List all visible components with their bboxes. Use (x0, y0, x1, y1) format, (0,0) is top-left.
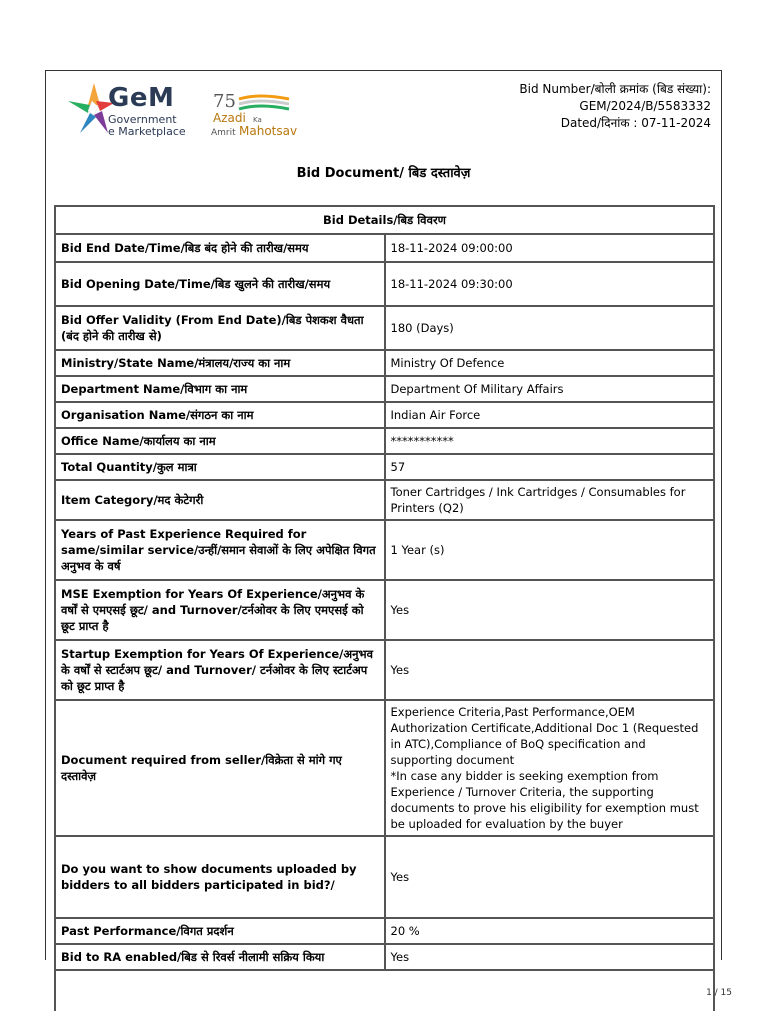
bid-number-label: Bid Number/बोली क्रमांक (बिड संख्या): (519, 82, 711, 96)
blank-cell (55, 970, 714, 1011)
table-row (55, 918, 714, 944)
table-row (55, 428, 714, 454)
bid-dated (519, 115, 711, 132)
gem-subtitle-marketplace: e Marketplace (108, 125, 186, 138)
row-key: Past Performance/विगत प्रदर्शन (55, 918, 385, 944)
bid-number-value: GEM/2024/B/5583332 (579, 99, 711, 113)
row-value: Toner Cartridges / Ink Cartridges / Consumables for Printers (Q2) (385, 480, 715, 520)
table-row (55, 836, 714, 918)
table-row (55, 262, 714, 306)
row-value: Experience Criteria,Past Performance,OEM Authorization Certificate,Additional Doc 1 (Requested in ATC),Compliance of BoQ specification and supporting document *In case any bidder is seeking exemption from Experience / Turnover Criteria, the supporting documents to prove his eligibility for exemption must be uploaded for evaluation by the buyer (385, 700, 715, 836)
section-header-cell: Bid Details/बिड विवरण (55, 206, 714, 234)
row-key: Bid Offer Validity (From End Date)/बिड पेशकश वैधता (बंद होने की तारीख से) (55, 306, 385, 350)
table-row (55, 480, 714, 520)
row-value: Yes (385, 944, 715, 970)
table-row (55, 454, 714, 480)
azadi-ka-amrit-mahotsav-logo-icon (211, 89, 301, 139)
gem-wordmark: GeM (108, 83, 175, 113)
row-key: Department Name/विभाग का नाम (55, 376, 385, 402)
row-value: Indian Air Force (385, 402, 715, 428)
bid-details-table-wrap (54, 205, 715, 1011)
azadi-ka: Ka (253, 116, 262, 124)
azadi-number: 75 (213, 91, 236, 112)
azadi-mahotsav: Mahotsav (239, 124, 298, 138)
table-row (55, 640, 714, 700)
row-value: 18-11-2024 09:00:00 (385, 234, 715, 262)
table-row (55, 402, 714, 428)
document-header (46, 71, 721, 181)
table-row (55, 520, 714, 580)
dated-value: 07-11-2024 (641, 116, 711, 130)
row-key: Document required from seller/विक्रेता से मांगे गए दस्तावेज़ (55, 700, 385, 836)
row-key: Years of Past Experience Required for same/similar service/उन्हीं/समान सेवाओं के लिए अपेक्षित विगत अनुभव के वर्ष (55, 520, 385, 580)
table-row (55, 944, 714, 970)
azadi-word: Azadi (213, 111, 246, 125)
table-row-blank (55, 970, 714, 1011)
row-value: Yes (385, 580, 715, 640)
row-value: 1 Year (s) (385, 520, 715, 580)
page-number: 1 / 15 (706, 988, 732, 998)
row-key: Startup Exemption for Years Of Experience/अनुभव के वर्षों से स्टार्टअप छूट/ and Turnover/ टर्नओवर के लिए स्टार्टअप को छूट प्राप्त है (55, 640, 385, 700)
row-value: Ministry Of Defence (385, 350, 715, 376)
table-row (55, 700, 714, 836)
row-value: 18-11-2024 09:30:00 (385, 262, 715, 306)
row-key: Ministry/State Name/मंत्रालय/राज्य का नाम (55, 350, 385, 376)
bid-meta (519, 81, 711, 132)
row-value: *********** (385, 428, 715, 454)
document-page (45, 70, 722, 964)
table-row (55, 350, 714, 376)
azadi-amrit: Amrit (211, 128, 236, 138)
row-key: Item Category/मद केटेगरी (55, 480, 385, 520)
row-value: Yes (385, 836, 715, 918)
row-value: Yes (385, 640, 715, 700)
row-key: MSE Exemption for Years Of Experience/अनुभव के वर्षों से एमएसई छूट/ and Turnover/टर्नओवर के लिए एमएसई को छूट प्राप्त है (55, 580, 385, 640)
row-value: Department Of Military Affairs (385, 376, 715, 402)
row-value: 57 (385, 454, 715, 480)
dated-label: Dated/दिनांक : (560, 116, 638, 130)
row-key: Bid to RA enabled/बिड से रिवर्स नीलामी सक्रिय किया (55, 944, 385, 970)
table-row (55, 306, 714, 350)
table-row (55, 234, 714, 262)
row-key: Bid End Date/Time/बिड बंद होने की तारीख/समय (55, 234, 385, 262)
row-value: 180 (Days) (385, 306, 715, 350)
table-section-header (55, 206, 714, 234)
table-row (55, 376, 714, 402)
row-value: 20 % (385, 918, 715, 944)
document-title: Bid Document/ बिड दस्तावेज़ (296, 166, 471, 181)
row-key: Organisation Name/संगठन का नाम (55, 402, 385, 428)
row-key: Total Quantity/कुल मात्रा (55, 454, 385, 480)
row-key: Bid Opening Date/Time/बिड खुलने की तारीख/समय (55, 262, 385, 306)
bid-details-table (54, 205, 715, 1011)
gem-subtitle-government: Government (108, 113, 177, 126)
row-key: Do you want to show documents uploaded by bidders to all bidders participated in bid?/ (55, 836, 385, 918)
table-row (55, 580, 714, 640)
row-key: Office Name/कार्यालय का नाम (55, 428, 385, 454)
